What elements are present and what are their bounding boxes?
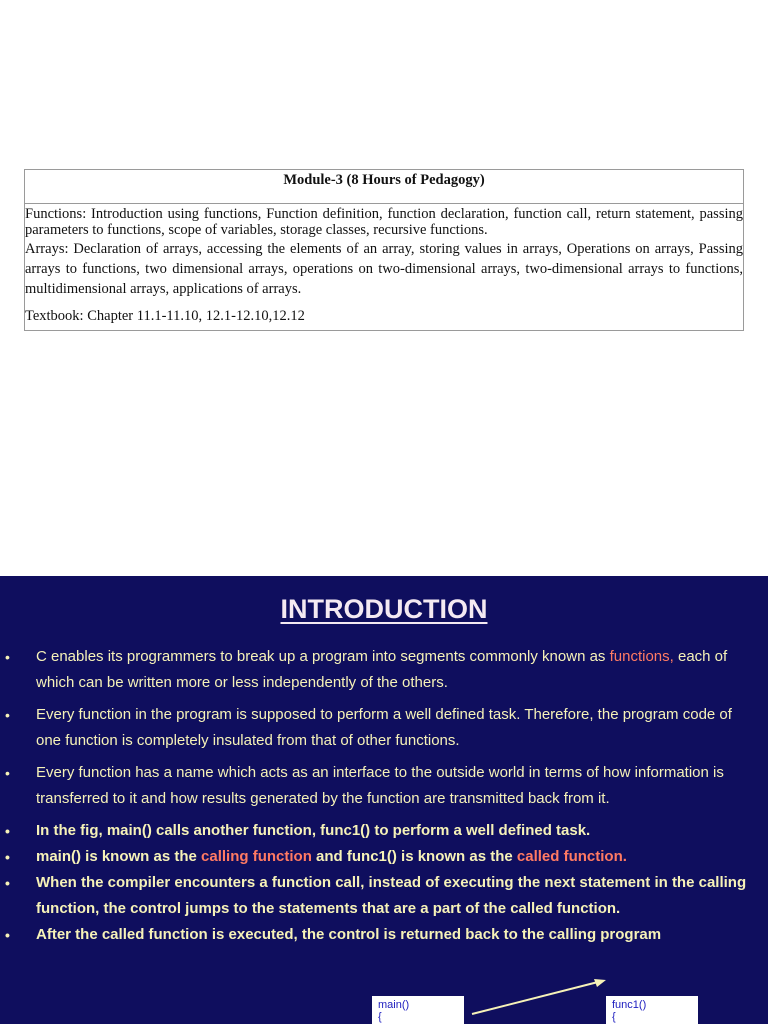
bullet-item: • In the fig, main() calls another function, func1() to perform a well defined task. <box>0 818 768 844</box>
functions-topics: Functions: Introduction using functions, Function definition, function declaration, function call, return statement, passing parameters to functions, scope of variables, storage classes, recursive functions. <box>25 206 743 238</box>
syllabus-content <box>25 204 744 331</box>
textbook-reference: Textbook: Chapter 11.1-11.10, 12.1-12.10,12.12 <box>25 308 305 324</box>
highlight-called-function: called function. <box>516 848 627 865</box>
bullet-dot-icon: • <box>5 875 10 891</box>
bullet-dot-icon: • <box>5 823 10 839</box>
main-box-brace: { <box>378 1011 382 1023</box>
bullet-dot-icon: • <box>5 849 10 865</box>
bullet-list <box>0 644 768 948</box>
bullet-item: • main() is known as the calling function and func1() is known as the called function. <box>0 844 768 870</box>
highlight-calling-function: calling function <box>201 848 312 865</box>
arrays-topics: Arrays: Declaration of arrays, accessing the elements of an array, storing values in arrays, Operations on arrays, Passing arrays to functions, two dimensional arrays, operations on two-dimensional arrays, two-dimensional arrays to functions, multidimensional arrays, applications of arrays. <box>25 241 743 297</box>
introduction-slide <box>0 576 768 1024</box>
bullet-item: • After the called function is executed, the control is returned back to the calling program <box>0 922 768 948</box>
bullet-item: • Every function in the program is supposed to perform a well defined task. Therefore, the program code of one function is completely insulated from that of other functions. <box>0 702 768 754</box>
main-function-box <box>372 996 464 1024</box>
bullet-item: • Every function has a name which acts as an interface to the outside world in terms of how information is transferred to it and how results generated by the function are transmitted back from it. <box>0 760 768 812</box>
func1-function-box <box>606 996 698 1024</box>
syllabus-table <box>24 169 744 331</box>
bullet-item: • C enables its programmers to break up a program into segments commonly known as functions, each of which can be written more or less independently of the others. <box>0 644 768 696</box>
bullet-item: • When the compiler encounters a function call, instead of executing the next statement in the calling function, the control jumps to the statements that are a part of the called function. <box>0 870 768 922</box>
highlight-functions: functions, <box>609 648 674 665</box>
func1-box-label: func1() <box>612 999 647 1011</box>
module-heading: Module-3 (8 Hours of Pedagogy) <box>25 170 744 204</box>
bullet-dot-icon: • <box>5 927 10 943</box>
func1-box-brace: { <box>612 1011 616 1023</box>
main-box-label: main() <box>378 999 410 1011</box>
bullet-dot-icon: • <box>5 707 10 723</box>
bullet-dot-icon: • <box>5 765 10 781</box>
bullet-dot-icon: • <box>5 649 10 665</box>
slide-title: INTRODUCTION <box>280 594 488 624</box>
call-arrow-icon <box>466 976 608 1016</box>
